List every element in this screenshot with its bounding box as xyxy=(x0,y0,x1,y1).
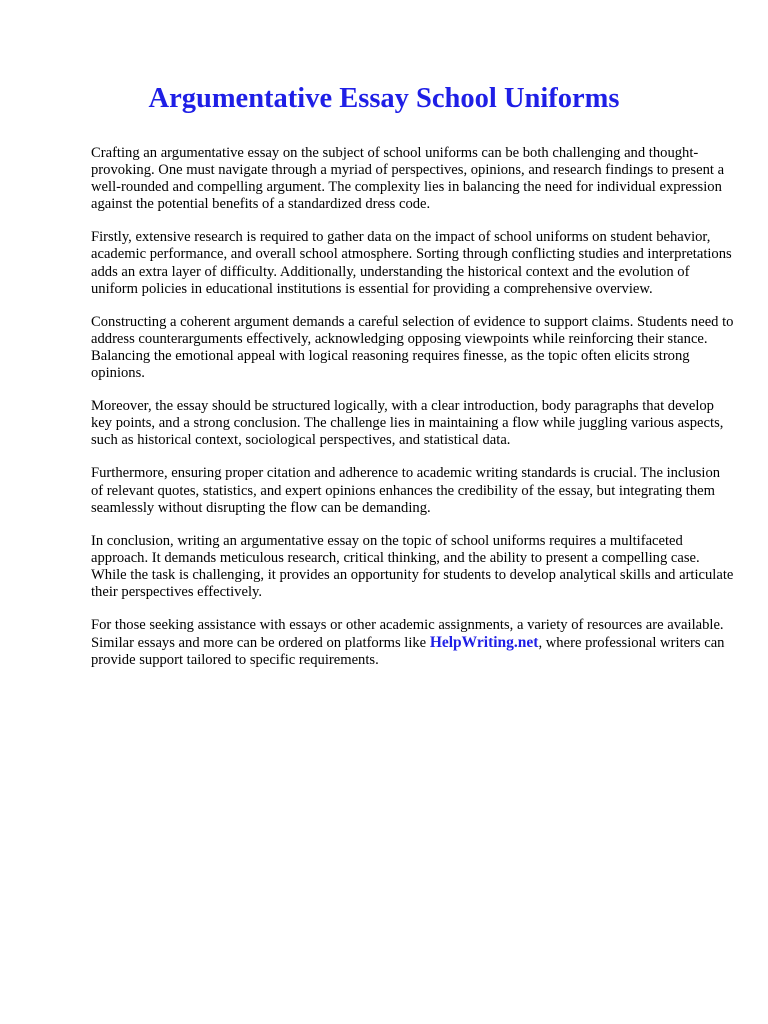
paragraph-structure: Moreover, the essay should be structured logically, with a clear introduction, body paragraphs that develop key points, and a strong conclusion. The challenge lies in maintaining a flow while juggling various aspects, such as historical context, sociological perspectives, and statistical data. xyxy=(91,398,724,449)
paragraph-citation: Furthermore, ensuring proper citation and adherence to academic writing standards is crucial. The inclusion of relevant quotes, statistics, and expert opinions enhances the credibility of the essay, but integrating them seamlessly without disrupting the flow can be demanding. xyxy=(91,465,721,516)
paragraph-resources xyxy=(91,617,735,669)
resources-text-before: For those seeking assistance with essays or other academic assignments, a variety of resources are available. Similar essays and more can be ordered on platforms like xyxy=(91,617,724,652)
paragraph-conclusion: In conclusion, writing an argumentative essay on the topic of school uniforms requires a multifaceted approach. It demands meticulous research, critical thinking, and the ability to present a compelling case. While the task is challenging, it provides an opportunity for students to develop analytical skills and articulate their perspectives effectively. xyxy=(91,532,734,600)
document-title: Argumentative Essay School Uniforms xyxy=(148,83,620,114)
document-body xyxy=(91,145,735,685)
paragraph-research: Firstly, extensive research is required to gather data on the impact of school uniforms on student behavior, academic performance, and overall school atmosphere. Sorting through conflicting studies and interpretations adds an extra layer of difficulty. Additionally, understanding the historical context and the evolution of uniform policies in educational institutions is essential for providing a comprehensive overview. xyxy=(91,229,732,297)
resources-text-after: , where professional writers can provide support tailored to specific requirements. xyxy=(91,635,725,669)
helpwriting-link[interactable]: HelpWriting.net xyxy=(429,634,539,652)
paragraph-intro: Crafting an argumentative essay on the subject of school uniforms can be both challenging and thought-provoking. One must navigate through a myriad of perspectives, opinions, and research findings to present a well-rounded and compelling argument. The complexity lies in balancing the need for individual expression against the potential benefits of a standardized dress code. xyxy=(91,145,725,213)
paragraph-argument: Constructing a coherent argument demands a careful selection of evidence to support claims. Students need to address counterarguments effectively, acknowledging opposing viewpoints while reinforcing their stance. Balancing the emotional appeal with logical reasoning requires finesse, as the topic often elicits strong opinions. xyxy=(91,313,734,382)
